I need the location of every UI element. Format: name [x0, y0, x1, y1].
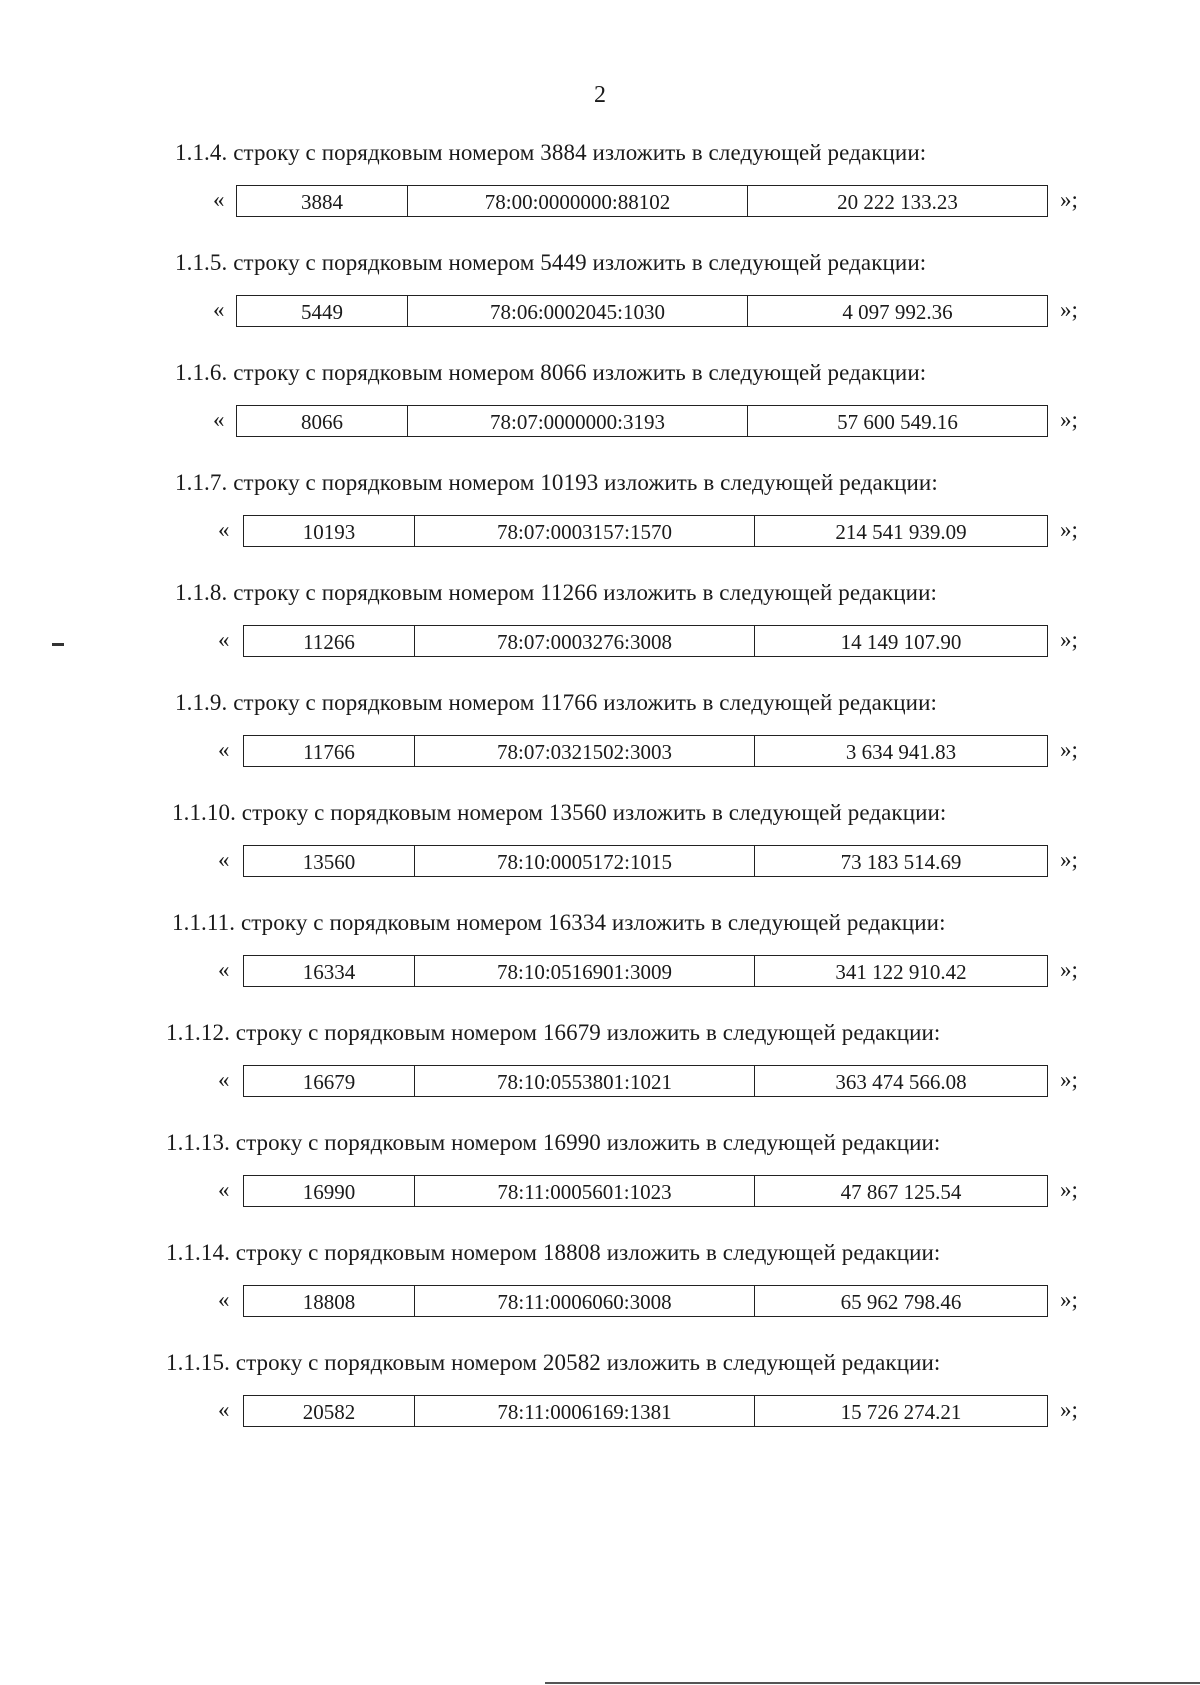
closing-quote: »;: [1060, 627, 1078, 652]
row-number-cell: 13560: [302, 850, 356, 874]
closing-quote: »;: [1060, 1397, 1078, 1422]
opening-quote: «: [218, 1397, 230, 1422]
value-cell: 15 726 274.21: [754, 1396, 1047, 1426]
row-number-cell: 20582: [302, 1400, 356, 1424]
opening-quote: «: [218, 1287, 230, 1312]
row-table: [243, 1285, 1048, 1317]
opening-quote: «: [218, 957, 230, 982]
table-row: [0, 955, 1200, 991]
amendment-text: 1.1.14. строку с порядковым номером 18808 изложить в следующей редакции:: [166, 1240, 941, 1265]
row-number-cell: 11766: [303, 740, 355, 764]
cadastral-number-cell: 78:07:0321502:3003: [414, 736, 754, 766]
amendment-text: 1.1.15. строку с порядковым номером 20582 изложить в следующей редакции:: [166, 1350, 941, 1375]
opening-quote: «: [213, 187, 225, 212]
row-number-cell: 16990: [302, 1180, 356, 1204]
opening-quote: «: [218, 737, 230, 762]
opening-quote: «: [218, 627, 230, 652]
row-number-cell: 10193: [302, 520, 356, 544]
closing-quote: »;: [1060, 1067, 1078, 1092]
row-number-cell: 3884: [301, 190, 343, 214]
value-cell: 73 183 514.69: [754, 846, 1047, 876]
cadastral-number-cell: 78:10:0553801:1021: [414, 1066, 754, 1096]
value-cell: 363 474 566.08: [754, 1066, 1047, 1096]
row-table: [236, 405, 1048, 437]
cadastral-number-cell: 78:06:0002045:1030: [407, 296, 747, 326]
table-row: [0, 515, 1200, 551]
row-table: [243, 515, 1048, 547]
closing-quote: »;: [1060, 1177, 1078, 1202]
row-number-cell: 11266: [303, 630, 355, 654]
amendment-text: 1.1.4. строку с порядковым номером 3884 изложить в следующей редакции:: [175, 140, 927, 165]
amendment-text: 1.1.12. строку с порядковым номером 16679 изложить в следующей редакции:: [166, 1020, 941, 1045]
closing-quote: »;: [1060, 737, 1078, 762]
cadastral-number-cell: 78:07:0000000:3193: [407, 406, 747, 436]
cadastral-number-cell: 78:00:0000000:88102: [407, 186, 747, 216]
row-number-cell: 8066: [301, 410, 343, 434]
closing-quote: »;: [1060, 957, 1078, 982]
closing-quote: »;: [1060, 297, 1078, 322]
opening-quote: «: [218, 517, 230, 542]
opening-quote: «: [218, 1067, 230, 1092]
row-number-cell: 16334: [302, 960, 356, 984]
table-row: [0, 295, 1200, 331]
row-number-cell: 5449: [301, 300, 343, 324]
row-table: [243, 1065, 1048, 1097]
value-cell: 47 867 125.54: [754, 1176, 1047, 1206]
value-cell: 214 541 939.09: [754, 516, 1047, 546]
amendment-text: 1.1.11. строку с порядковым номером 16334 изложить в следующей редакции:: [172, 910, 946, 935]
table-row: [0, 185, 1200, 221]
row-table: [236, 295, 1048, 327]
value-cell: 20 222 133.23: [747, 186, 1047, 216]
value-cell: 341 122 910.42: [754, 956, 1047, 986]
cadastral-number-cell: 78:10:0516901:3009: [414, 956, 754, 986]
opening-quote: «: [213, 407, 225, 432]
amendment-text: 1.1.8. строку с порядковым номером 11266 изложить в следующей редакции:: [175, 580, 937, 605]
row-table: [243, 955, 1048, 987]
amendment-text: 1.1.9. строку с порядковым номером 11766 изложить в следующей редакции:: [175, 690, 937, 715]
margin-dash: [52, 643, 64, 646]
amendment-text: 1.1.10. строку с порядковым номером 13560 изложить в следующей редакции:: [172, 800, 947, 825]
table-row: [0, 845, 1200, 881]
opening-quote: «: [213, 297, 225, 322]
table-row: [0, 625, 1200, 661]
opening-quote: «: [218, 847, 230, 872]
row-table: [243, 845, 1048, 877]
row-table: [243, 1175, 1048, 1207]
row-table: [243, 1395, 1048, 1427]
cadastral-number-cell: 78:11:0005601:1023: [414, 1176, 754, 1206]
page-number: 2: [594, 82, 606, 108]
row-table: [243, 735, 1048, 767]
row-number-cell: 16679: [302, 1070, 356, 1094]
row-table: [243, 625, 1048, 657]
table-row: [0, 1175, 1200, 1211]
opening-quote: «: [218, 1177, 230, 1202]
value-cell: 4 097 992.36: [747, 296, 1047, 326]
table-row: [0, 735, 1200, 771]
amendment-text: 1.1.6. строку с порядковым номером 8066 изложить в следующей редакции:: [175, 360, 927, 385]
closing-quote: »;: [1060, 187, 1078, 212]
row-number-cell: 18808: [302, 1290, 356, 1314]
closing-quote: »;: [1060, 1287, 1078, 1312]
cadastral-number-cell: 78:11:0006169:1381: [414, 1396, 754, 1426]
closing-quote: »;: [1060, 517, 1078, 542]
value-cell: 65 962 798.46: [754, 1286, 1047, 1316]
cadastral-number-cell: 78:07:0003157:1570: [414, 516, 754, 546]
bottom-edge-line: [545, 1682, 1200, 1684]
table-row: [0, 1065, 1200, 1101]
amendment-text: 1.1.7. строку с порядковым номером 10193 изложить в следующей редакции:: [175, 470, 938, 495]
row-table: [236, 185, 1048, 217]
cadastral-number-cell: 78:11:0006060:3008: [414, 1286, 754, 1316]
value-cell: 57 600 549.16: [747, 406, 1047, 436]
cadastral-number-cell: 78:07:0003276:3008: [414, 626, 754, 656]
value-cell: 14 149 107.90: [754, 626, 1047, 656]
table-row: [0, 1285, 1200, 1321]
cadastral-number-cell: 78:10:0005172:1015: [414, 846, 754, 876]
amendment-text: 1.1.13. строку с порядковым номером 16990 изложить в следующей редакции:: [166, 1130, 941, 1155]
closing-quote: »;: [1060, 407, 1078, 432]
closing-quote: »;: [1060, 847, 1078, 872]
amendment-text: 1.1.5. строку с порядковым номером 5449 изложить в следующей редакции:: [175, 250, 927, 275]
table-row: [0, 1395, 1200, 1431]
value-cell: 3 634 941.83: [754, 736, 1047, 766]
table-row: [0, 405, 1200, 441]
